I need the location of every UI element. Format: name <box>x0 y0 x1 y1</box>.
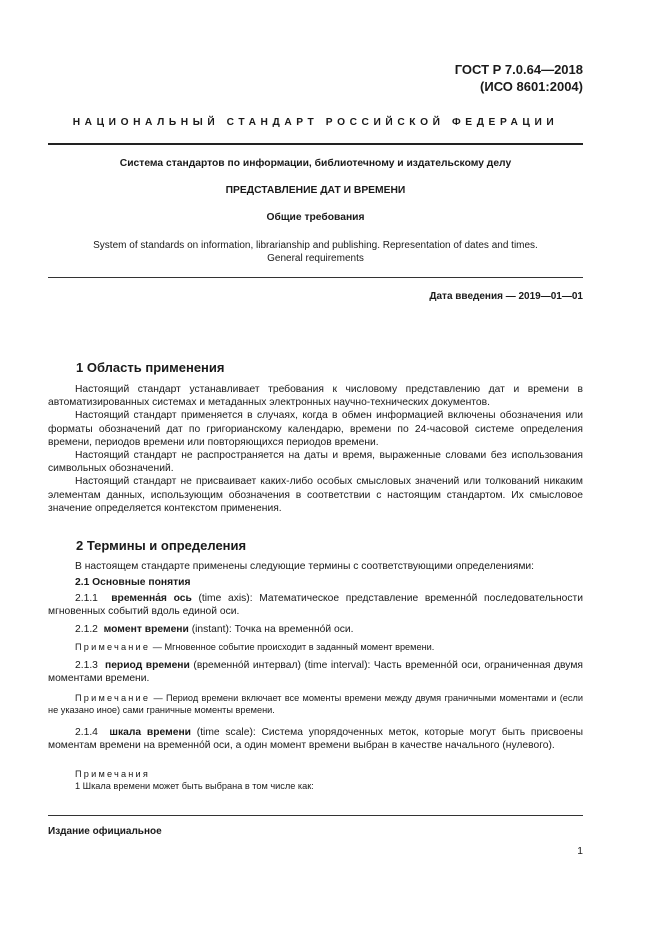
notes-item-1: 1 Шкала времени может быть выбрана в том числе как: <box>75 781 314 791</box>
note-label: Примечание <box>75 642 151 652</box>
term-name: период времени <box>104 660 190 671</box>
english-title <box>48 239 583 265</box>
section-1-body <box>48 383 583 515</box>
term-number: 2.1.1 <box>75 593 98 604</box>
term-name: момент времени <box>103 624 189 635</box>
term-2-1-1 <box>48 592 583 618</box>
note-label: Примечание <box>75 693 151 703</box>
document-title: ПРЕДСТАВЛЕНИЕ ДАТ И ВРЕМЕНИ <box>225 185 406 196</box>
paragraph: Настоящий стандарт применяется в случаях, когда в обмен информацией включены обозначения или форматы обозначений дат по григорианскому календарю, времени по 24-часовой системе определения времени, периодов времени или повторяющихся периодов времени. <box>48 410 583 448</box>
section-1-heading: 1 Область применения <box>76 360 225 375</box>
national-standard-heading: НАЦИОНАЛЬНЫЙ СТАНДАРТ РОССИЙСКОЙ ФЕДЕРАЦИИ <box>72 117 559 128</box>
term-name: временна́я ось <box>111 593 192 604</box>
introduction-date: Дата введения — 2019—01—01 <box>429 291 583 302</box>
term-2-1-2 <box>48 623 583 636</box>
english-title-line1: System of standards on information, librarianship and publishing. Representation of dates and times. <box>93 240 538 251</box>
note-text: — Мгновенное событие происходит в заданный момент времени. <box>150 642 435 652</box>
document-subtitle: Общие требования <box>266 212 365 223</box>
iso-number: (ИСО 8601:2004) <box>480 79 583 94</box>
term-definition: (time scale): Система упорядоченных меток, которые могут быть присвоены моментам времени на временно́й оси, а один момент времени выбран в качестве начального (нулевого). <box>48 727 583 752</box>
page-number: 1 <box>577 846 583 857</box>
term-2-1-4 <box>48 726 583 752</box>
standards-system-title: Система стандартов по информации, библиотечному и издательскому делу <box>119 158 512 169</box>
paragraph: Настоящий стандарт устанавливает требования к числовому представлению дат и времени в автоматизированных системах и метаданных электронных научно-технических документов. <box>48 384 583 409</box>
header-divider <box>48 143 583 145</box>
standard-designation <box>420 61 583 95</box>
section-2-heading: 2 Термины и определения <box>76 538 247 553</box>
term-number: 2.1.3 <box>75 660 98 671</box>
english-title-line2: General requirements <box>267 253 364 264</box>
note-text: — Период времени включает все моменты времени между двумя граничными моментами и (если не указано иное) сами граничные моменты времени. <box>48 693 583 715</box>
term-definition: (instant): Точка на временно́й оси. <box>188 624 354 635</box>
notes-label: Примечания <box>75 769 151 779</box>
term-number: 2.1.2 <box>75 624 98 635</box>
footer-divider <box>48 815 583 816</box>
note-2-1-2 <box>48 641 583 653</box>
official-edition-label: Издание официальное <box>48 826 162 837</box>
title-divider <box>48 277 583 278</box>
note-2-1-3 <box>48 692 583 716</box>
section-2-intro: В настоящем стандарте применены следующие термины с соответствующими определениями: <box>75 561 535 572</box>
term-definition: (time axis): Математическое представление временно́й последовательности мгновенных событий вдоль единой оси. <box>48 593 583 618</box>
paragraph: Настоящий стандарт не распространяется на даты и время, выраженные словами без использования символьных обозначений. <box>48 450 583 475</box>
term-definition: (временно́й интервал) (time interval): Часть временно́й оси, ограниченная двумя моментами времени. <box>48 660 583 685</box>
standard-number: ГОСТ Р 7.0.64—2018 <box>454 62 583 77</box>
term-name: шкала времени <box>109 727 192 738</box>
paragraph: Настоящий стандарт не присваивает каких-либо особых смысловых значений или толкований никаким элементам данных, использующим обозначения в соответствии с настоящим стандартом. Их смысловое значение определяется контекстом применения. <box>48 476 583 514</box>
term-number: 2.1.4 <box>75 727 98 738</box>
term-2-1-3 <box>48 659 583 685</box>
subsection-2-1-heading: 2.1 Основные понятия <box>75 577 191 588</box>
